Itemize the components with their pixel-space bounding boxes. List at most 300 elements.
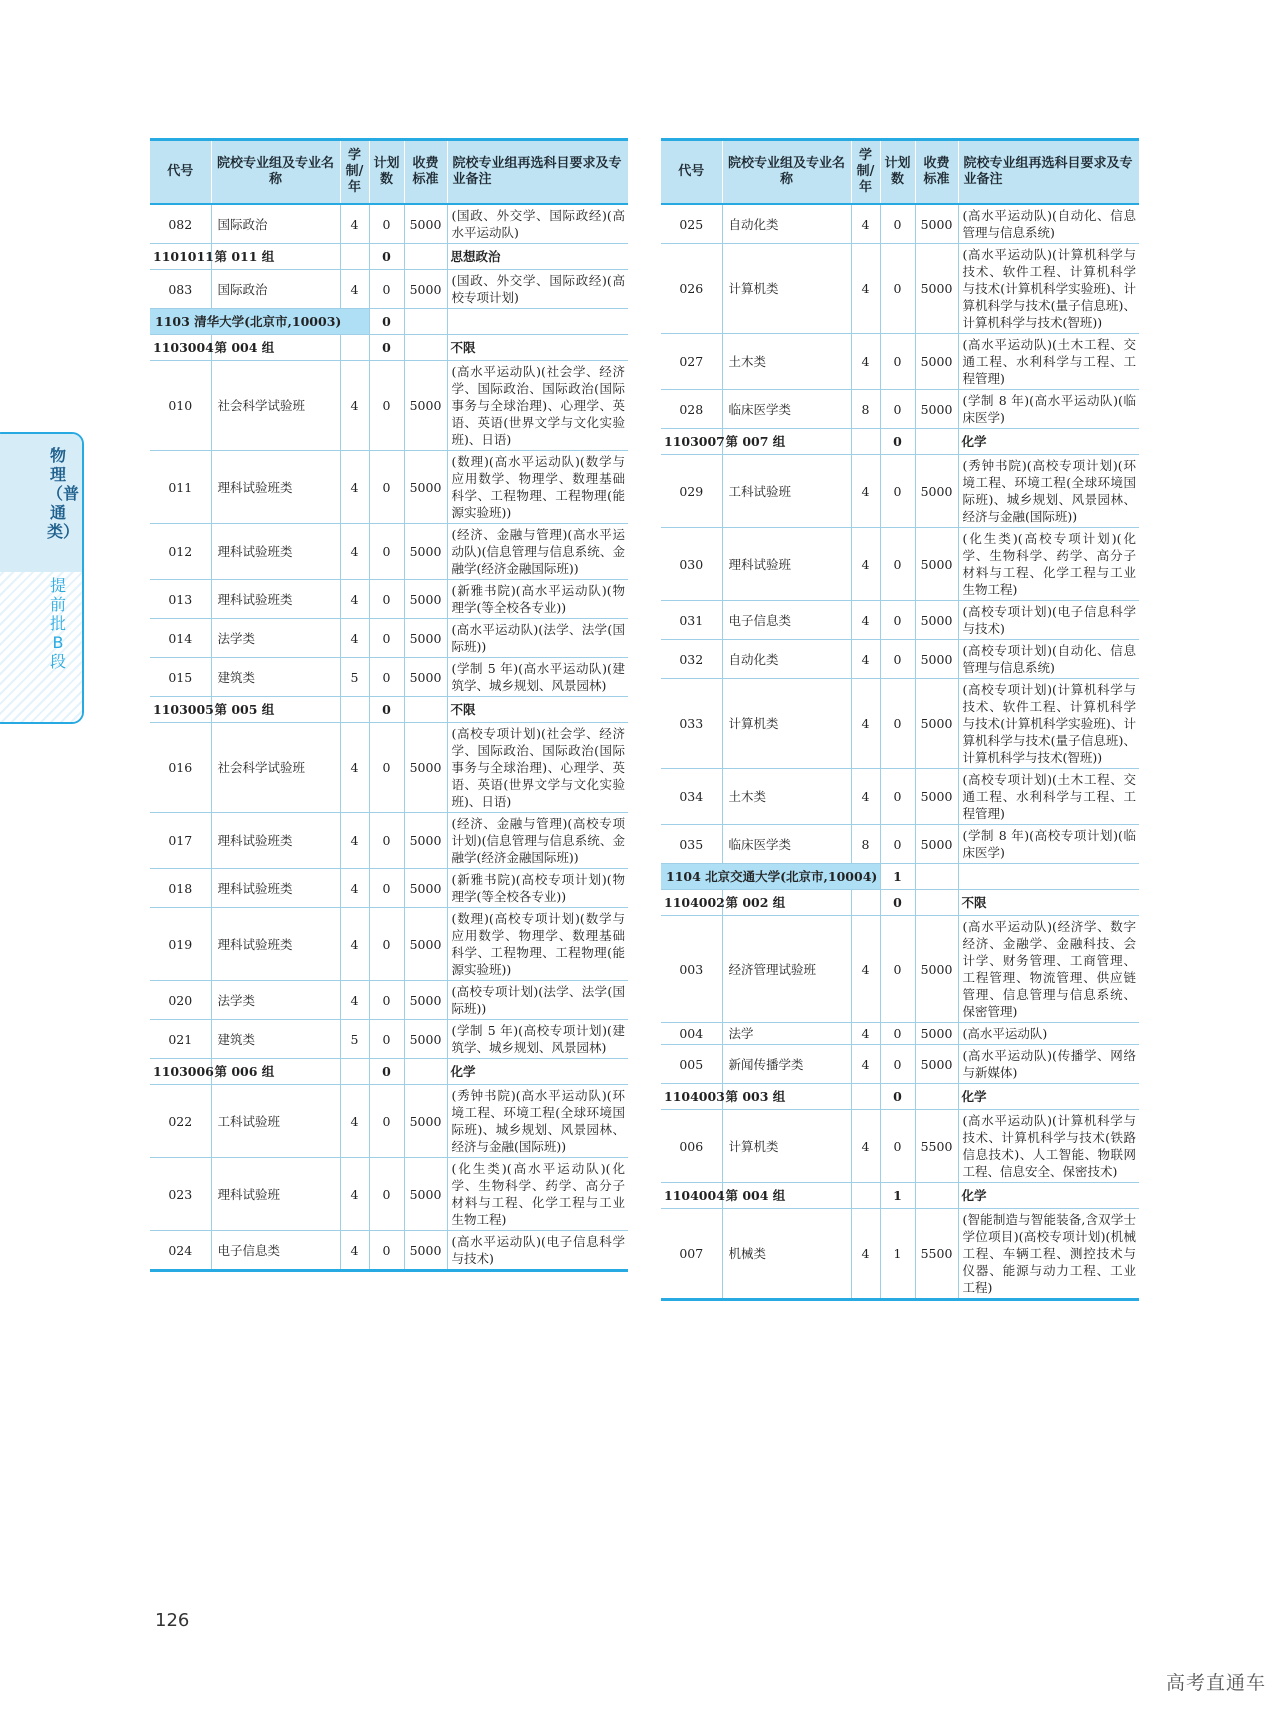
major-row	[661, 1045, 1139, 1084]
major-years: 4	[851, 679, 880, 769]
group-requirement: 不限	[447, 697, 628, 723]
major-name: 临床医学类	[722, 390, 851, 429]
left-table-header	[150, 140, 628, 205]
major-plan: 0	[369, 580, 404, 619]
major-name: 理科试验班	[722, 528, 851, 601]
major-row	[661, 204, 1139, 244]
group-name: 第 011 组	[211, 244, 340, 270]
watermark: 高考直通车	[1165, 1672, 1266, 1694]
major-note: (化生类)(高校专项计划)(化学、生物科学、药学、高分子材料与工程、化学工程与工业生物工程)	[958, 528, 1139, 601]
group-years-empty	[340, 1059, 369, 1085]
major-fee: 5000	[915, 640, 958, 679]
major-name: 国际政治	[211, 204, 340, 244]
major-years: 4	[340, 908, 369, 981]
major-plan: 0	[880, 1110, 915, 1183]
major-years: 4	[340, 869, 369, 908]
major-fee: 5000	[404, 204, 447, 244]
major-note: (高校专项计划)(土木工程、交通工程、水利科学与工程、工程管理)	[958, 769, 1139, 825]
major-name: 理科试验班类	[211, 451, 340, 524]
major-name: 理科试验班类	[211, 908, 340, 981]
major-name: 法学类	[211, 619, 340, 658]
group-plan: 0	[880, 429, 915, 455]
major-note: (高水平运动队)(计算机科学与技术、软件工程、计算机科学与技术(计算机科学实验班)、计算机科学与技术(量子信息班)、计算机科学与技术(智班))	[958, 244, 1139, 334]
major-name: 国际政治	[211, 270, 340, 309]
major-code: 030	[661, 528, 722, 601]
major-note: (学制 5 年)(高校专项计划)(建筑学、城乡规划、风景园林)	[447, 1020, 628, 1059]
major-row	[150, 451, 628, 524]
major-plan: 0	[880, 244, 915, 334]
major-years: 4	[851, 1110, 880, 1183]
major-years: 4	[851, 1209, 880, 1300]
major-fee: 5000	[915, 825, 958, 864]
left-table-body	[150, 204, 628, 1271]
major-code: 010	[150, 361, 211, 451]
group-requirement: 化学	[958, 1084, 1139, 1110]
major-plan: 0	[880, 640, 915, 679]
group-name: 第 007 组	[722, 429, 851, 455]
major-code: 031	[661, 601, 722, 640]
major-years: 4	[851, 244, 880, 334]
major-plan: 0	[880, 679, 915, 769]
major-row	[150, 1020, 628, 1059]
major-fee: 5000	[915, 601, 958, 640]
major-note: (秀钟书院)(高校专项计划)(环境工程、环境工程(全球环境国际班)、城乡规划、风景园林、经济与金融(国际班))	[958, 455, 1139, 528]
major-fee: 5000	[915, 244, 958, 334]
group-plan: 0	[369, 697, 404, 723]
major-plan: 0	[369, 1158, 404, 1231]
major-row	[150, 723, 628, 813]
group-plan: 0	[369, 1059, 404, 1085]
major-years: 4	[851, 528, 880, 601]
group-plan: 0	[369, 244, 404, 270]
major-row	[150, 908, 628, 981]
major-name: 理科试验班类	[211, 580, 340, 619]
major-years: 8	[851, 825, 880, 864]
major-note: (高水平运动队)(计算机科学与技术、计算机科学与技术(铁路信息技术)、人工智能、物联网工程、信息安全、保密技术)	[958, 1110, 1139, 1183]
major-name: 计算机类	[722, 244, 851, 334]
major-row	[150, 1085, 628, 1158]
major-row	[150, 204, 628, 244]
major-plan: 0	[369, 908, 404, 981]
major-row	[150, 580, 628, 619]
major-fee: 5000	[404, 451, 447, 524]
major-fee: 5000	[404, 1085, 447, 1158]
university-row	[661, 864, 1139, 890]
major-fee: 5000	[404, 1158, 447, 1231]
major-row	[661, 244, 1139, 334]
group-plan: 0	[880, 1084, 915, 1110]
major-fee: 5000	[404, 1231, 447, 1271]
university-plan: 0	[369, 309, 404, 335]
major-years: 4	[340, 270, 369, 309]
major-row	[661, 825, 1139, 864]
major-name: 机械类	[722, 1209, 851, 1300]
major-name: 自动化类	[722, 640, 851, 679]
major-years: 4	[340, 619, 369, 658]
major-note: (高校专项计划)(社会学、经济学、国际政治、国际政治(国际事务与全球治理)、心理学、英语、英语(世界文学与文化实验班)、日语)	[447, 723, 628, 813]
major-code: 016	[150, 723, 211, 813]
group-requirement: 化学	[447, 1059, 628, 1085]
university-plan: 1	[880, 864, 915, 890]
group-requirement: 化学	[958, 1183, 1139, 1209]
group-plan: 0	[880, 890, 915, 916]
group-code: 1103007	[661, 429, 722, 455]
major-fee: 5000	[404, 658, 447, 697]
major-fee: 5000	[404, 580, 447, 619]
major-row	[150, 524, 628, 580]
major-note: (学制 5 年)(高水平运动队)(建筑学、城乡规划、风景园林)	[447, 658, 628, 697]
major-name: 理科试验班	[211, 1158, 340, 1231]
right-table-body	[661, 204, 1139, 1300]
major-code: 017	[150, 813, 211, 869]
university-name: 1104 北京交通大学(北京市,10004)	[661, 864, 880, 890]
major-code: 003	[661, 916, 722, 1023]
major-note: (高水平运动队)(电子信息科学与技术)	[447, 1231, 628, 1271]
major-plan: 0	[369, 524, 404, 580]
major-note: (秀钟书院)(高水平运动队)(环境工程、环境工程(全球环境国际班)、城乡规划、风景园林、经济与金融(国际班))	[447, 1085, 628, 1158]
university-name: 1103 清华大学(北京市,10003)	[150, 309, 369, 335]
group-code: 1104004	[661, 1183, 722, 1209]
major-name: 计算机类	[722, 679, 851, 769]
page-number: 126	[155, 1610, 190, 1631]
group-fee-empty	[915, 1183, 958, 1209]
major-code: 011	[150, 451, 211, 524]
major-code: 014	[150, 619, 211, 658]
major-row	[661, 455, 1139, 528]
major-code: 029	[661, 455, 722, 528]
major-years: 4	[340, 451, 369, 524]
major-name: 临床医学类	[722, 825, 851, 864]
major-code: 024	[150, 1231, 211, 1271]
major-row	[150, 658, 628, 697]
major-years: 4	[851, 1045, 880, 1084]
major-name: 法学类	[211, 981, 340, 1020]
university-note-empty	[447, 309, 628, 335]
group-requirement: 思想政治	[447, 244, 628, 270]
major-note: (国政、外交学、国际政经)(高水平运动队)	[447, 204, 628, 244]
major-fee: 5000	[404, 908, 447, 981]
major-years: 4	[340, 723, 369, 813]
major-code: 028	[661, 390, 722, 429]
major-fee: 5000	[915, 528, 958, 601]
major-code: 013	[150, 580, 211, 619]
major-note: (化生类)(高水平运动队)(化学、生物科学、药学、高分子材料与工程、化学工程与工业生物工程)	[447, 1158, 628, 1231]
group-plan: 0	[369, 335, 404, 361]
group-years-empty	[851, 429, 880, 455]
major-row	[661, 1209, 1139, 1300]
major-plan: 0	[369, 658, 404, 697]
major-note: (高水平运动队)	[958, 1023, 1139, 1045]
major-years: 5	[340, 658, 369, 697]
group-fee-empty	[404, 335, 447, 361]
major-years: 4	[851, 455, 880, 528]
major-fee: 5000	[915, 769, 958, 825]
major-name: 工科试验班	[211, 1085, 340, 1158]
header-requirements: 院校专业组再选科目要求及专业备注	[447, 140, 628, 205]
major-years: 4	[851, 334, 880, 390]
left-table	[150, 138, 628, 1272]
major-years: 8	[851, 390, 880, 429]
group-fee-empty	[915, 429, 958, 455]
major-plan: 0	[369, 1020, 404, 1059]
major-row	[150, 1158, 628, 1231]
group-code: 1104002	[661, 890, 722, 916]
major-code: 025	[661, 204, 722, 244]
major-code: 034	[661, 769, 722, 825]
major-plan: 0	[880, 1045, 915, 1084]
major-years: 4	[340, 981, 369, 1020]
major-name: 电子信息类	[722, 601, 851, 640]
major-row	[150, 270, 628, 309]
group-row	[661, 1183, 1139, 1209]
major-years: 4	[340, 813, 369, 869]
major-note: (高水平运动队)(自动化、信息管理与信息系统)	[958, 204, 1139, 244]
header-fee: 收费标准	[915, 140, 958, 205]
major-code: 035	[661, 825, 722, 864]
group-code: 1103005	[150, 697, 211, 723]
major-name: 电子信息类	[211, 1231, 340, 1271]
university-fee-empty	[915, 864, 958, 890]
group-requirement: 化学	[958, 429, 1139, 455]
major-name: 理科试验班类	[211, 813, 340, 869]
major-row	[661, 916, 1139, 1023]
group-name: 第 004 组	[211, 335, 340, 361]
major-code: 021	[150, 1020, 211, 1059]
side-tab	[0, 432, 84, 724]
major-name: 社会科学试验班	[211, 723, 340, 813]
major-code: 019	[150, 908, 211, 981]
major-years: 4	[851, 640, 880, 679]
major-fee: 5000	[915, 1045, 958, 1084]
major-years: 4	[340, 204, 369, 244]
group-name: 第 005 组	[211, 697, 340, 723]
major-row	[661, 334, 1139, 390]
major-plan: 0	[369, 1085, 404, 1158]
group-requirement: 不限	[958, 890, 1139, 916]
major-note: (新雅书院)(高水平运动队)(物理学(等全校各专业))	[447, 580, 628, 619]
group-row	[150, 1059, 628, 1085]
major-name: 计算机类	[722, 1110, 851, 1183]
header-code: 代号	[150, 140, 211, 205]
major-name: 社会科学试验班	[211, 361, 340, 451]
major-years: 4	[851, 204, 880, 244]
major-years: 4	[340, 524, 369, 580]
right-table	[661, 138, 1139, 1301]
major-code: 082	[150, 204, 211, 244]
major-note: (数理)(高校专项计划)(数学与应用数学、物理学、数理基础科学、工程物理、工程物理(能源实验班))	[447, 908, 628, 981]
major-fee: 5000	[404, 1020, 447, 1059]
major-plan: 0	[369, 813, 404, 869]
university-fee-empty	[404, 309, 447, 335]
university-note-empty	[958, 864, 1139, 890]
major-fee: 5000	[404, 619, 447, 658]
major-row	[661, 769, 1139, 825]
major-note: (高校专项计划)(自动化、信息管理与信息系统)	[958, 640, 1139, 679]
major-fee: 5000	[915, 916, 958, 1023]
group-years-empty	[851, 1084, 880, 1110]
group-code: 1101011	[150, 244, 211, 270]
major-fee: 5000	[404, 981, 447, 1020]
group-years-empty	[340, 244, 369, 270]
major-fee: 5000	[404, 270, 447, 309]
group-fee-empty	[915, 1084, 958, 1110]
group-code: 1104003	[661, 1084, 722, 1110]
major-note: (智能制造与智能装备,含双学士学位项目)(高校专项计划)(机械工程、车辆工程、测控技术与仪器、能源与动力工程、工业工程)	[958, 1209, 1139, 1300]
major-note: (高水平运动队)(土木工程、交通工程、水利科学与工程、工程管理)	[958, 334, 1139, 390]
major-plan: 0	[369, 451, 404, 524]
major-row	[150, 981, 628, 1020]
major-years: 4	[851, 1023, 880, 1045]
major-years: 4	[340, 580, 369, 619]
major-name: 法学	[722, 1023, 851, 1045]
major-plan: 0	[880, 455, 915, 528]
side-tab-batch: 提前批B段	[49, 576, 66, 671]
group-plan: 1	[880, 1183, 915, 1209]
major-name: 新闻传播学类	[722, 1045, 851, 1084]
major-row	[661, 528, 1139, 601]
major-plan: 0	[369, 361, 404, 451]
major-plan: 0	[880, 825, 915, 864]
header-code: 代号	[661, 140, 722, 205]
group-name: 第 006 组	[211, 1059, 340, 1085]
group-row	[661, 429, 1139, 455]
major-plan: 1	[880, 1209, 915, 1300]
header-years: 学制/年	[851, 140, 880, 205]
group-fee-empty	[404, 1059, 447, 1085]
group-code: 1103004	[150, 335, 211, 361]
major-code: 026	[661, 244, 722, 334]
major-code: 023	[150, 1158, 211, 1231]
header-plan: 计划数	[369, 140, 404, 205]
major-row	[661, 390, 1139, 429]
major-fee: 5500	[915, 1110, 958, 1183]
major-note: (经济、金融与管理)(高水平运动队)(信息管理与信息系统、金融学(经济金融国际班))	[447, 524, 628, 580]
group-row	[150, 697, 628, 723]
major-note: (高校专项计划)(电子信息科学与技术)	[958, 601, 1139, 640]
side-tab-top	[0, 434, 82, 572]
major-code: 012	[150, 524, 211, 580]
major-fee: 5000	[915, 455, 958, 528]
major-name: 工科试验班	[722, 455, 851, 528]
major-years: 5	[340, 1020, 369, 1059]
major-note: (学制 8 年)(高校专项计划)(临床医学)	[958, 825, 1139, 864]
major-code: 005	[661, 1045, 722, 1084]
major-code: 004	[661, 1023, 722, 1045]
major-row	[661, 601, 1139, 640]
major-fee: 5000	[915, 679, 958, 769]
major-plan: 0	[369, 204, 404, 244]
major-years: 4	[851, 601, 880, 640]
major-code: 015	[150, 658, 211, 697]
group-years-empty	[340, 335, 369, 361]
major-code: 027	[661, 334, 722, 390]
major-plan: 0	[369, 869, 404, 908]
major-row	[661, 679, 1139, 769]
side-tab-category: 物理（普通类）	[47, 446, 80, 541]
major-name: 土木类	[722, 769, 851, 825]
major-note: (数理)(高水平运动队)(数学与应用数学、物理学、数理基础科学、工程物理、工程物理(能源实验班))	[447, 451, 628, 524]
major-name: 建筑类	[211, 658, 340, 697]
major-fee: 5000	[915, 390, 958, 429]
major-plan: 0	[880, 390, 915, 429]
major-note: (高水平运动队)(传播学、网络与新媒体)	[958, 1045, 1139, 1084]
major-fee: 5500	[915, 1209, 958, 1300]
group-name: 第 004 组	[722, 1183, 851, 1209]
major-years: 4	[340, 361, 369, 451]
header-plan: 计划数	[880, 140, 915, 205]
header-name: 院校专业组及专业名称	[211, 140, 340, 205]
university-row	[150, 309, 628, 335]
major-plan: 0	[369, 1231, 404, 1271]
major-note: (高校专项计划)(计算机科学与技术、软件工程、计算机科学与技术(计算机科学实验班)、计算机科学与技术(量子信息班)、计算机科学与技术(智班))	[958, 679, 1139, 769]
major-code: 032	[661, 640, 722, 679]
major-row	[150, 813, 628, 869]
major-fee: 5000	[404, 524, 447, 580]
major-note: (学制 8 年)(高水平运动队)(临床医学)	[958, 390, 1139, 429]
major-fee: 5000	[404, 361, 447, 451]
major-row	[150, 619, 628, 658]
group-code: 1103006	[150, 1059, 211, 1085]
group-years-empty	[851, 890, 880, 916]
major-row	[150, 1231, 628, 1271]
group-row	[661, 1084, 1139, 1110]
group-years-empty	[340, 697, 369, 723]
group-fee-empty	[404, 697, 447, 723]
major-years: 4	[340, 1158, 369, 1231]
major-note: (高水平运动队)(经济学、数字经济、金融学、金融科技、会计学、财务管理、工商管理、工程管理、物流管理、供应链管理、信息管理与信息系统、保密管理)	[958, 916, 1139, 1023]
major-note: (经济、金融与管理)(高校专项计划)(信息管理与信息系统、金融学(经济金融国际班))	[447, 813, 628, 869]
major-plan: 0	[369, 723, 404, 813]
group-years-empty	[851, 1183, 880, 1209]
major-fee: 5000	[404, 723, 447, 813]
major-plan: 0	[880, 204, 915, 244]
group-name: 第 003 组	[722, 1084, 851, 1110]
major-row	[150, 361, 628, 451]
header-fee: 收费标准	[404, 140, 447, 205]
major-name: 理科试验班类	[211, 869, 340, 908]
major-code: 007	[661, 1209, 722, 1300]
group-requirement: 不限	[447, 335, 628, 361]
major-note: (高水平运动队)(法学、法学(国际班))	[447, 619, 628, 658]
major-row	[661, 640, 1139, 679]
major-years: 4	[340, 1085, 369, 1158]
major-plan: 0	[880, 528, 915, 601]
major-row	[661, 1110, 1139, 1183]
major-note: (高水平运动队)(社会学、经济学、国际政治、国际政治(国际事务与全球治理)、心理学、英语、英语(世界文学与文化实验班)、日语)	[447, 361, 628, 451]
major-plan: 0	[880, 1023, 915, 1045]
header-name: 院校专业组及专业名称	[722, 140, 851, 205]
major-fee: 5000	[404, 869, 447, 908]
group-fee-empty	[915, 890, 958, 916]
right-table-header	[661, 140, 1139, 205]
major-plan: 0	[880, 601, 915, 640]
major-fee: 5000	[404, 813, 447, 869]
major-note: (新雅书院)(高校专项计划)(物理学(等全校各专业))	[447, 869, 628, 908]
side-tab-bottom	[0, 572, 82, 722]
major-fee: 5000	[915, 204, 958, 244]
major-code: 033	[661, 679, 722, 769]
major-fee: 5000	[915, 334, 958, 390]
major-plan: 0	[369, 981, 404, 1020]
major-row	[150, 869, 628, 908]
major-name: 土木类	[722, 334, 851, 390]
major-fee: 5000	[915, 1023, 958, 1045]
major-code: 020	[150, 981, 211, 1020]
group-row	[150, 335, 628, 361]
major-code: 022	[150, 1085, 211, 1158]
major-code: 018	[150, 869, 211, 908]
major-plan: 0	[880, 769, 915, 825]
